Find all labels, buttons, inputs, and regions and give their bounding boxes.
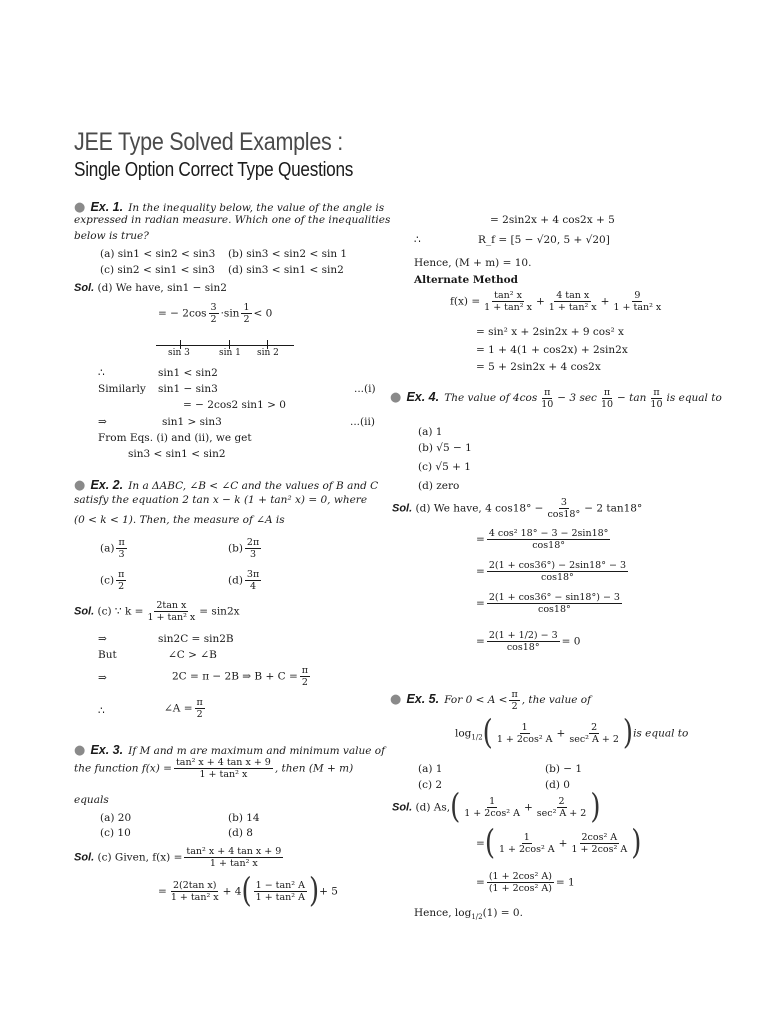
solution-line: Sol. (c) ∵ k = $\frac{\text{2tan x}}{\text{1 + tan² x}}$ = sin2x bbox=[74, 600, 240, 623]
solution-label: Sol. bbox=[392, 502, 413, 515]
option-c: (c) sin2 < sin1 < sin3 bbox=[100, 264, 215, 276]
solution-line: ∠A = $\frac{\pi}{2}$ bbox=[164, 697, 203, 720]
solution-line: Similarly bbox=[98, 383, 146, 395]
solution-line: = $\frac{2(1 + \cos 36^\circ - \sin 18^\circ) - 3}{\cos 18^\circ}$ bbox=[476, 592, 620, 615]
axis-label: sin 2 bbox=[257, 348, 279, 358]
implies-symbol: ⇒ bbox=[98, 416, 107, 428]
solution-line: = $\frac{\text{4 cos² 18° − 3 − 2sin18°}}{\cos 18^\circ}$ bbox=[476, 528, 609, 551]
question-text: expressed in radian measure. Which one of the inequalities bbox=[74, 214, 391, 226]
therefore-symbol: ∴ bbox=[98, 705, 105, 717]
question-text: equals bbox=[74, 794, 109, 806]
option-c: (c) 10 bbox=[100, 827, 131, 839]
solution-line: Sol. (d) As,( $\frac{1}{\text{1 + 2cos² A}}$ + $\frac{2}{\text{sec² A + 2}}$ ) bbox=[392, 787, 601, 827]
solution-line: sin1 < sin2 bbox=[158, 367, 218, 379]
solution-line: Sol. (d) We have, 4 cos18° − $\frac{3}{\cos 18^\circ}$ − 2 tan18° bbox=[392, 497, 643, 520]
question-text: In the inequality below, the value of the angle is bbox=[128, 202, 385, 214]
solution-line: Hence, $\log_{1/2}(1) = 0$. bbox=[414, 907, 523, 922]
page-subtitle: Single Option Correct Type Questions bbox=[74, 159, 354, 181]
option-b: (b) sin3 < sin2 < sin 1 bbox=[228, 248, 348, 260]
equation-number: ...(ii) bbox=[350, 416, 375, 428]
option-d: (d) $\frac{3\pi}{4}$ bbox=[228, 569, 260, 592]
solution-label: Sol. bbox=[74, 851, 95, 864]
solution-line: ∠C > ∠B bbox=[168, 649, 217, 661]
solution-line: sin1 − sin3 bbox=[158, 383, 218, 395]
solution-line: sin2C = sin2B bbox=[158, 633, 234, 645]
bullet-icon: ● bbox=[390, 390, 402, 405]
solution-line: = $\frac{\text{(1 + 2cos² A)}}{\text{(1 + 2cos² A)}}$ = 1 bbox=[476, 871, 575, 894]
option-c: (c) 2 bbox=[418, 779, 443, 791]
question-text: For 0 < A < $\frac{\pi}{2}$ , the value of bbox=[444, 688, 591, 712]
solution-line: From Eqs. (i) and (ii), we get bbox=[98, 432, 252, 444]
option-d: (d) 0 bbox=[545, 779, 570, 791]
therefore-symbol: ∴ bbox=[414, 234, 421, 246]
implies-symbol: ⇒ bbox=[98, 633, 107, 645]
option-a: (a) sin1 < sin2 < sin3 bbox=[100, 248, 216, 260]
implies-symbol: ⇒ bbox=[98, 672, 107, 684]
solution-line: =( $\frac{1}{\text{1 + 2cos² A}}$ + $\frac{\text{2cos² A}}{\text{1 + 2cos² A}}$ ) bbox=[476, 823, 642, 863]
question-text: If M and m are maximum and minimum value of bbox=[128, 745, 385, 757]
alternate-method-heading: Alternate Method bbox=[414, 274, 518, 286]
option-d: (d) sin3 < sin1 < sin2 bbox=[228, 264, 344, 276]
question-text: (0 < k < 1). Then, the measure of ∠A is bbox=[74, 514, 285, 526]
solution-line: Hence, (M + m) = 10. bbox=[414, 257, 532, 269]
option-b: (b) − 1 bbox=[545, 763, 583, 775]
solution-label: Sol. bbox=[74, 605, 95, 618]
example-label: Ex. 1. bbox=[90, 200, 124, 214]
solution-line: = $\frac{\text{2(2tan x)}}{\text{1 + tan² x}}$ + 4( $\frac{\text{1 − tan² A}}{\text{1 + tan² A}}$ )+ 5 bbox=[158, 871, 338, 911]
option-a: (a) $\frac{\pi}{3}$ bbox=[100, 537, 125, 560]
option-d: (d) 8 bbox=[228, 827, 253, 839]
solution-line: = sin² x + 2sin2x + 9 cos² x bbox=[476, 326, 624, 338]
solution-line: = $\frac{2(1 + 1/2) - 3}{\cos 18^\circ}$ = 0 bbox=[476, 630, 581, 653]
question-text: satisfy the equation 2 tan x − k (1 + tan² x) = 0, where bbox=[74, 494, 368, 506]
question-text: below is true? bbox=[74, 230, 149, 242]
solution-label: Sol. bbox=[74, 282, 95, 294]
axis-label: sin 3 bbox=[168, 348, 190, 358]
axis-label: sin 1 bbox=[219, 348, 241, 358]
option-b: (b) $\frac{2\pi}{3}$ bbox=[228, 537, 260, 560]
option-b: (b) √5 − 1 bbox=[418, 442, 472, 454]
solution-line: But bbox=[98, 649, 117, 661]
solution-line: = $\frac{2(1 + \cos 36^\circ) - 2\sin 18^\circ - 3}{\cos 18^\circ}$ bbox=[476, 560, 627, 583]
equation-number: ...(i) bbox=[354, 383, 376, 395]
option-c: (c) $\frac{\pi}{2}$ bbox=[100, 569, 125, 592]
therefore-symbol: ∴ bbox=[98, 367, 105, 379]
solution-line: Sol. (c) Given, f(x) = $\frac{\text{tan² x + 4 tan x + 9}}{\text{1 + tan² x}}$ bbox=[74, 846, 282, 869]
option-d: (d) zero bbox=[418, 480, 460, 492]
question-expression: $\log_{1/2}$( $\frac{1}{\text{1 + 2cos² A}}$ + $\frac{2}{\text{sec² A + 2}}$ )is equal to bbox=[455, 713, 689, 753]
example-label: Ex. 2. bbox=[90, 478, 124, 492]
solution-line: = − 2cos $\frac{3}{2}$ ·sin $\frac{1}{2}$ < 0 bbox=[158, 302, 273, 325]
bullet-icon: ● bbox=[74, 478, 86, 493]
solution-line: sin1 > sin3 bbox=[162, 416, 222, 428]
bullet-icon: ● bbox=[390, 692, 402, 707]
option-a: (a) 1 bbox=[418, 426, 443, 438]
option-c: (c) √5 + 1 bbox=[418, 461, 471, 473]
solution-line: 2C = π − 2B ⇒ B + C = $\frac{\pi}{2}$ bbox=[172, 665, 309, 688]
page-title: JEE Type Solved Examples : bbox=[74, 128, 343, 156]
question-text: In a ΔABC, ∠B < ∠C and the values of B and C bbox=[128, 480, 379, 492]
example-label: Ex. 5. bbox=[406, 692, 440, 706]
solution-line: = 1 + 4(1 + cos2x) + 2sin2x bbox=[476, 344, 628, 356]
option-b: (b) 14 bbox=[228, 812, 260, 824]
solution-line: sin3 < sin1 < sin2 bbox=[128, 448, 226, 460]
question-text: The value of 4cos $\frac{\pi}{10}$ − 3 sec $\frac{\pi}{10}$ − tan $\frac{\pi}{10}$ is equal to bbox=[444, 386, 722, 410]
solution-line: = 2sin2x + 4 cos2x + 5 bbox=[490, 214, 615, 226]
solution-label: Sol. bbox=[392, 801, 413, 814]
solution-line: R_f = [5 − √20, 5 + √20] bbox=[478, 234, 610, 246]
option-a: (a) 1 bbox=[418, 763, 443, 775]
example-label: Ex. 3. bbox=[90, 743, 124, 757]
solution-line: = 5 + 2sin2x + 4 cos2x bbox=[476, 361, 601, 373]
example-label: Ex. 4. bbox=[406, 390, 440, 404]
bullet-icon: ● bbox=[74, 200, 86, 215]
question-text: the function f(x) = $\frac{\text{tan² x + 4 tan x + 9}}{\text{1 + tan² x}}$ , then (M + m) bbox=[74, 757, 354, 780]
solution-line: = − 2cos2 sin1 > 0 bbox=[183, 399, 286, 411]
bullet-icon: ● bbox=[74, 743, 86, 758]
option-a: (a) 20 bbox=[100, 812, 132, 824]
solution-line: f(x) = $\frac{\text{tan² x}}{\text{1 + tan² x}}$ + $\frac{\text{4 tan x}}{\text{1 + tan² x}}$ + $\frac{9}{\text{1 + tan² x}}$ bbox=[450, 290, 662, 313]
solution-line: (d) We have, sin1 − sin2 bbox=[97, 282, 227, 294]
